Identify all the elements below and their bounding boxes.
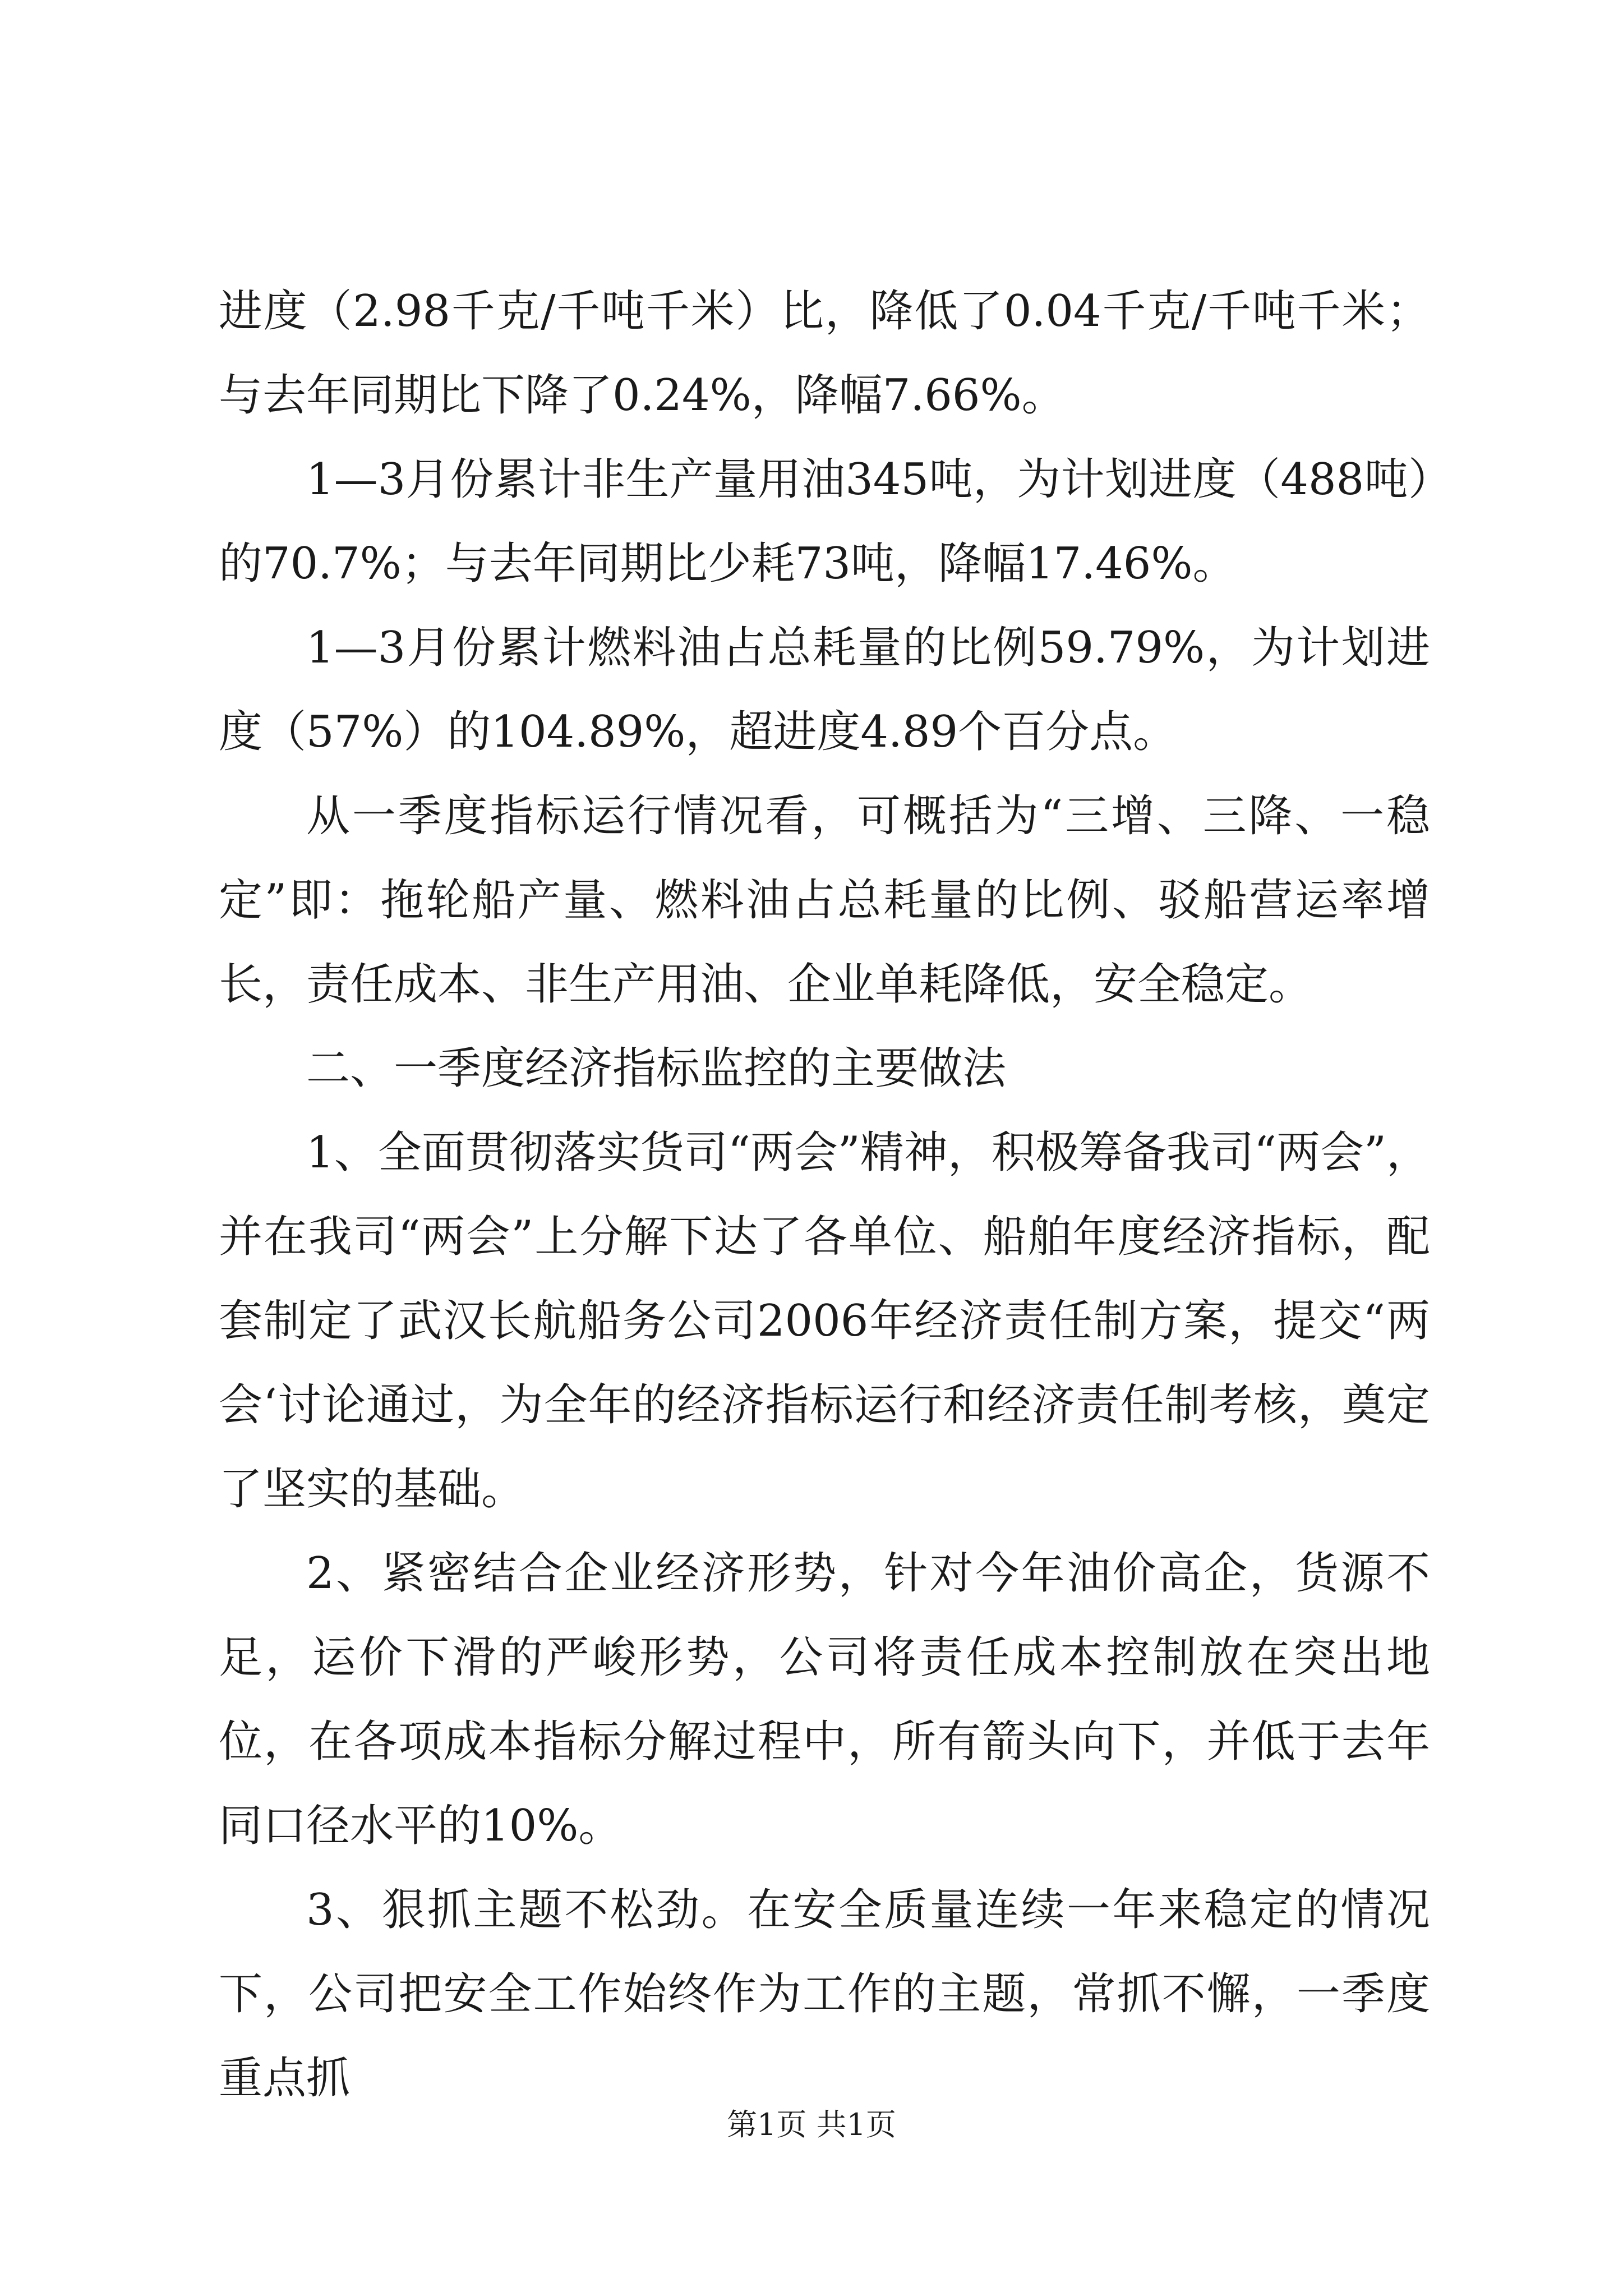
- paragraph-item-2: 2、紧密结合企业经济形势，针对今年油价高企，货源不足，运价下滑的严峻形势，公司将责任成本控制放在突出地位，在各项成本指标分解过程中，所有箭头向下，并低于去年同口径水平的10%。: [219, 1548, 1430, 1851]
- paragraph-continuation: 进度（2.98千克/千吨千米）比，降低了0.04千克/千吨千米；与去年同期比下降了0.24%，降幅7.66%。: [219, 286, 1430, 421]
- paragraph-fuel-oil-ratio: 1—3月份累计燃料油占总耗量的比例59.79%，为计划进度（57%）的104.89%，超进度4.89个百分点。: [219, 623, 1430, 757]
- section-heading-main-practices: 二、一季度经济指标监控的主要做法: [306, 1043, 1007, 1094]
- page-footer: 第1页 共1页: [727, 2107, 896, 2142]
- paragraph-non-production-oil: 1—3月份累计非生产量用油345吨，为计划进度（488吨）的70.7%；与去年同期比少耗73吨，降幅17.46%。: [219, 454, 1430, 589]
- paragraph-quarter-summary: 从一季度指标运行情况看，可概括为“三增、三降、一稳定”即：拖轮船产量、燃料油占总耗量的比例、驳船营运率增长，责任成本、非生产用油、企业单耗降低，安全稳定。: [219, 791, 1430, 1010]
- paragraph-item-3: 3、狠抓主题不松劲。在安全质量连续一年来稳定的情况下，公司把安全工作始终作为工作的主题，常抓不懈，一季度重点抓: [219, 1885, 1430, 2104]
- paragraph-item-1: 1、全面贯彻落实货司“两会”精神，积极筹备我司“两会”，并在我司“两会”上分解下达了各单位、船舶年度经济指标，配套制定了武汉长航船务公司2006年经济责任制方案，提交“两会‘讨论通过，为全年的经济指标运行和经济责任制考核，奠定了坚实的基础。: [219, 1128, 1430, 1515]
- document-body: [219, 269, 1430, 2120]
